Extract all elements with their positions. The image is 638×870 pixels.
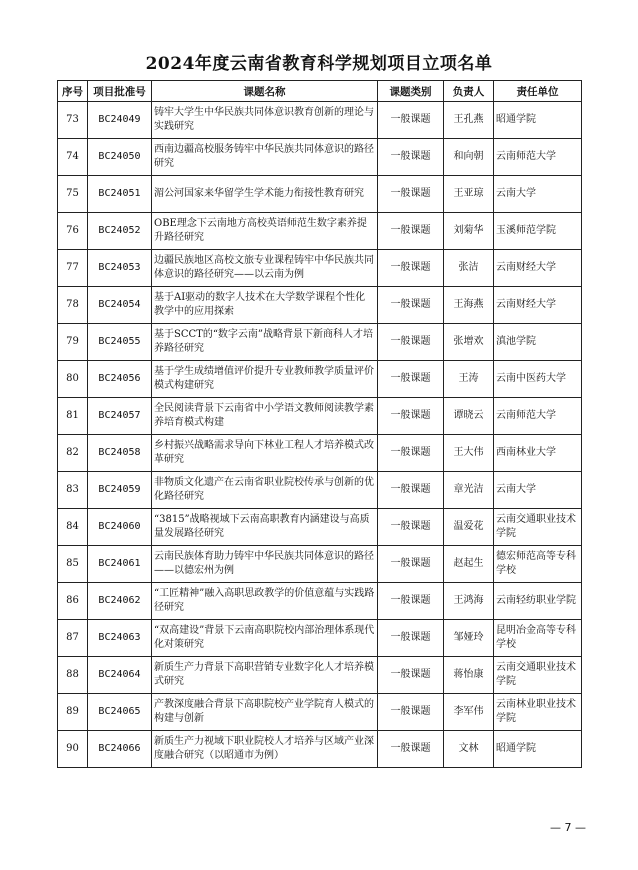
cell-unit: 云南交通职业技术学院 [494, 509, 582, 546]
project-table [57, 80, 582, 768]
cell-unit: 云南师范大学 [494, 139, 582, 176]
cell-unit: 德宏师范高等专科学校 [494, 546, 582, 583]
cell-no: 88 [58, 657, 88, 694]
cell-leader: 和向朝 [444, 139, 494, 176]
cell-project-id: BC24057 [88, 398, 152, 435]
cell-leader: 温爱花 [444, 509, 494, 546]
cell-leader: 王海燕 [444, 287, 494, 324]
cell-project-id: BC24059 [88, 472, 152, 509]
table-header-row [58, 81, 582, 102]
cell-project-title: 基于学生成绩增值评价提升专业教师教学质量评价模式构建研究 [152, 361, 378, 398]
cell-category: 一般课题 [378, 398, 444, 435]
cell-leader: 王鸿海 [444, 583, 494, 620]
cell-project-id: BC24051 [88, 176, 152, 213]
cell-no: 80 [58, 361, 88, 398]
cell-project-title: 基于SCCT的“数字云南”战略背景下新商科人才培养路径研究 [152, 324, 378, 361]
table-row [58, 472, 582, 509]
cell-project-id: BC24065 [88, 694, 152, 731]
cell-leader: 张增欢 [444, 324, 494, 361]
cell-leader: 刘菊华 [444, 213, 494, 250]
table-row [58, 731, 582, 768]
cell-project-id: BC24055 [88, 324, 152, 361]
cell-no: 90 [58, 731, 88, 768]
cell-project-title: “双高建设”背景下云南高职院校内部治理体系现代化对策研究 [152, 620, 378, 657]
cell-category: 一般课题 [378, 250, 444, 287]
cell-no: 79 [58, 324, 88, 361]
table-row [58, 583, 582, 620]
cell-no: 84 [58, 509, 88, 546]
cell-unit: 昭通学院 [494, 731, 582, 768]
cell-project-title: 新质生产力背景下高职营销专业数字化人才培养模式研究 [152, 657, 378, 694]
cell-no: 86 [58, 583, 88, 620]
cell-project-title: 西南边疆高校服务铸牢中华民族共同体意识的路径研究 [152, 139, 378, 176]
cell-project-title: 非物质文化遗产在云南省职业院校传承与创新的优化路径研究 [152, 472, 378, 509]
header-category: 课题类别 [378, 81, 444, 102]
table-row [58, 398, 582, 435]
table-row [58, 250, 582, 287]
cell-project-title: 基于AI驱动的数字人技术在大学数学课程个性化教学中的应用探索 [152, 287, 378, 324]
table-row [58, 657, 582, 694]
cell-no: 83 [58, 472, 88, 509]
cell-category: 一般课题 [378, 583, 444, 620]
cell-unit: 西南林业大学 [494, 435, 582, 472]
cell-leader: 王大伟 [444, 435, 494, 472]
cell-unit: 云南林业职业技术学院 [494, 694, 582, 731]
cell-leader: 谭晓云 [444, 398, 494, 435]
cell-unit: 云南大学 [494, 472, 582, 509]
cell-no: 87 [58, 620, 88, 657]
cell-project-id: BC24060 [88, 509, 152, 546]
cell-project-id: BC24053 [88, 250, 152, 287]
cell-project-title: “3815”战略视域下云南高职教育内涵建设与高质量发展路径研究 [152, 509, 378, 546]
cell-project-id: BC24066 [88, 731, 152, 768]
cell-unit: 云南财经大学 [494, 287, 582, 324]
table-row [58, 176, 582, 213]
header-no: 序号 [58, 81, 88, 102]
table-row [58, 694, 582, 731]
cell-leader: 章光洁 [444, 472, 494, 509]
cell-category: 一般课题 [378, 472, 444, 509]
cell-no: 85 [58, 546, 88, 583]
cell-no: 81 [58, 398, 88, 435]
cell-project-id: BC24054 [88, 287, 152, 324]
cell-category: 一般课题 [378, 509, 444, 546]
cell-category: 一般课题 [378, 546, 444, 583]
cell-project-title: OBE理念下云南地方高校英语师范生数字素养提升路径研究 [152, 213, 378, 250]
cell-category: 一般课题 [378, 731, 444, 768]
cell-project-id: BC24049 [88, 102, 152, 139]
cell-project-id: BC24050 [88, 139, 152, 176]
cell-category: 一般课题 [378, 657, 444, 694]
cell-project-title: 边疆民族地区高校文旅专业课程铸牢中华民族共同体意识的路径研究——以云南为例 [152, 250, 378, 287]
cell-project-id: BC24062 [88, 583, 152, 620]
cell-category: 一般课题 [378, 435, 444, 472]
cell-project-title: 全民阅读背景下云南省中小学语文教师阅读教学素养培育模式构建 [152, 398, 378, 435]
cell-leader: 王涛 [444, 361, 494, 398]
cell-no: 82 [58, 435, 88, 472]
cell-unit: 玉溪师范学院 [494, 213, 582, 250]
cell-leader: 邹娅玲 [444, 620, 494, 657]
table-body [58, 102, 582, 768]
cell-unit: 云南交通职业技术学院 [494, 657, 582, 694]
cell-unit: 云南大学 [494, 176, 582, 213]
cell-no: 75 [58, 176, 88, 213]
header-project-id: 项目批准号 [88, 81, 152, 102]
cell-project-title: 乡村振兴战略需求导向下林业工程人才培养模式改革研究 [152, 435, 378, 472]
cell-project-id: BC24052 [88, 213, 152, 250]
table-row [58, 620, 582, 657]
cell-project-id: BC24056 [88, 361, 152, 398]
cell-unit: 云南师范大学 [494, 398, 582, 435]
cell-category: 一般课题 [378, 139, 444, 176]
cell-category: 一般课题 [378, 361, 444, 398]
cell-unit: 云南财经大学 [494, 250, 582, 287]
header-project-title: 课题名称 [152, 81, 378, 102]
header-unit: 责任单位 [494, 81, 582, 102]
cell-category: 一般课题 [378, 324, 444, 361]
cell-project-id: BC24064 [88, 657, 152, 694]
cell-unit: 滇池学院 [494, 324, 582, 361]
cell-unit: 昆明冶金高等专科学校 [494, 620, 582, 657]
cell-project-id: BC24058 [88, 435, 152, 472]
cell-project-id: BC24061 [88, 546, 152, 583]
table-row [58, 324, 582, 361]
cell-no: 74 [58, 139, 88, 176]
page-number: — 7 — [550, 821, 586, 834]
cell-leader: 张洁 [444, 250, 494, 287]
cell-category: 一般课题 [378, 213, 444, 250]
cell-leader: 蒋怡康 [444, 657, 494, 694]
cell-unit: 云南轻纺职业学院 [494, 583, 582, 620]
cell-leader: 李军伟 [444, 694, 494, 731]
cell-project-id: BC24063 [88, 620, 152, 657]
cell-project-title: 湄公河国家来华留学生学术能力衔接性教育研究 [152, 176, 378, 213]
table-row [58, 435, 582, 472]
cell-project-title: 云南民族体育助力铸牢中华民族共同体意识的路径——以德宏州为例 [152, 546, 378, 583]
table-row [58, 287, 582, 324]
cell-no: 76 [58, 213, 88, 250]
cell-category: 一般课题 [378, 287, 444, 324]
table-row [58, 102, 582, 139]
cell-no: 78 [58, 287, 88, 324]
cell-category: 一般课题 [378, 620, 444, 657]
cell-no: 77 [58, 250, 88, 287]
cell-no: 89 [58, 694, 88, 731]
table-row [58, 139, 582, 176]
cell-category: 一般课题 [378, 102, 444, 139]
cell-unit: 云南中医药大学 [494, 361, 582, 398]
cell-project-title: 铸牢大学生中华民族共同体意识教育创新的理论与实践研究 [152, 102, 378, 139]
cell-category: 一般课题 [378, 694, 444, 731]
cell-category: 一般课题 [378, 176, 444, 213]
cell-leader: 王亚琼 [444, 176, 494, 213]
cell-leader: 文林 [444, 731, 494, 768]
table-row [58, 546, 582, 583]
cell-project-title: “工匠精神”融入高职思政教学的价值意蕴与实践路径研究 [152, 583, 378, 620]
cell-project-title: 新质生产力视域下职业院校人才培养与区域产业深度融合研究（以昭通市为例） [152, 731, 378, 768]
cell-unit: 昭通学院 [494, 102, 582, 139]
cell-leader: 赵起生 [444, 546, 494, 583]
cell-project-title: 产教深度融合背景下高职院校产业学院育人模式的构建与创新 [152, 694, 378, 731]
table-row [58, 213, 582, 250]
header-leader: 负责人 [444, 81, 494, 102]
table-row [58, 509, 582, 546]
cell-leader: 王孔燕 [444, 102, 494, 139]
cell-no: 73 [58, 102, 88, 139]
table-row [58, 361, 582, 398]
page-title: 2024年度云南省教育科学规划项目立项名单 [145, 54, 493, 74]
